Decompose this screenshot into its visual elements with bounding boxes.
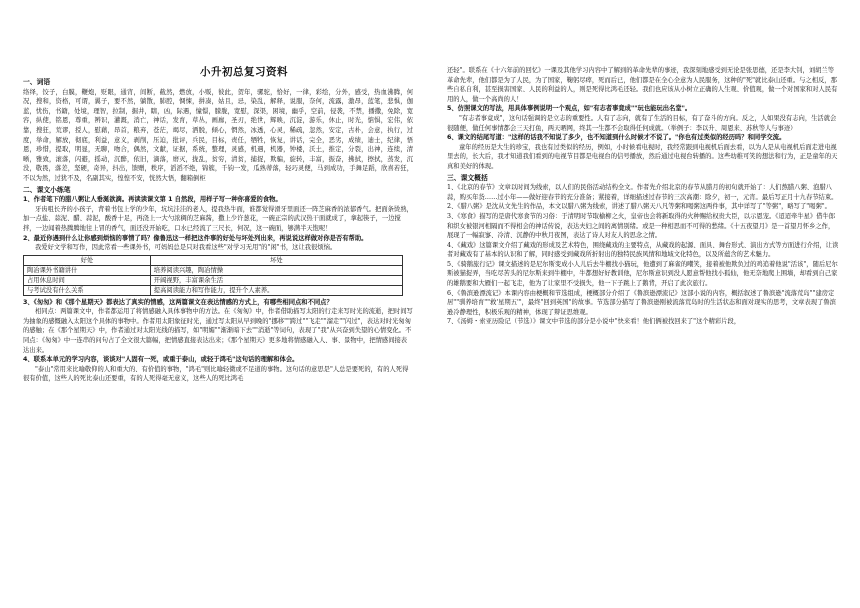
question-5: 5、仿照课文的写法，用具体事例说明一个观点，如"有志者事竟成""玩也能玩出名堂"。 — [447, 105, 692, 113]
question-1: 1、作者笔下的腊八粥让人垂涎欲滴。再读读课文第 1 自然段，用样子写一种你喜爱的食物。 — [23, 196, 282, 204]
pros-cons-table — [23, 255, 403, 296]
answer-5: "有志者事竟成"，这句话强调的是立志的重要性。人有了志向，就有了生活的目标，有了奋斗的方向。反之，人如果没有志向，生活就会很随便，做任何事情都会三天打鱼，两天晒网，终其一生都不会取得任何成就。（举例子：李以升、周恩来、苏秋等人与事迹） — [447, 114, 837, 132]
table-cell: 占用休息时间 — [24, 275, 151, 285]
page-title: 小升初总复习资料 — [200, 66, 288, 78]
summary-4: 4、《藏戏》这篇课文介绍了藏戏的形成及艺术特色，围绕藏戏的主要特点，从藏戏的起源、面具、舞台形式、演出方式等方面进行介绍，让读者对藏戏有了基本的认识和了解，同时感受到藏戏所折射出的独特民族风情和地域文化特色，以及所蕴含的艺术魅力。 — [447, 241, 839, 259]
table-row — [24, 285, 403, 295]
table-row — [24, 275, 403, 285]
right-column — [447, 66, 839, 327]
title-spacer — [23, 64, 413, 76]
question-6: 6、课文的结尾写道："这样的话我不知说了多少，也不知道到什么时候才不说了。"你也有过类似的经历吗？和同学交流。 — [447, 134, 786, 142]
answer-6: 童年的经历是大生的珍宝，我也有过类似的经历，例如，小时候看电视时，我经常跟到电视机后面去看，以为人是从电视机后面走进电视里去的，长大后，我才知道我们看到的电视节目都是电视台的信号播放，然后通过电视台转播的。这些幼稚可笑的想法和行为，正是童年的天真和美好的体现。 — [447, 143, 838, 170]
answer-4-continued: 还轻"。联系在《十六年前的回忆》一课及其他学习内容中了解到的革命先辈的事迹，我深刻地感受到无论是张思德，还是李大钊，刘胡兰等革命先辈，他们都是为了人民，为了国家，鞠躬尽瘁，死而后已，他们都是在全心全意为人民服务，这种的"死"就比泰山还重。与之相反，那些自私自利，甚至损害国家、人民的利益的人，则是死得比鸿毛还轻。我们也应该从小树立正确的人生观、价值观，做一个对国家和对人民有用的人，做一个高尚的人！ — [447, 67, 838, 103]
table-row — [24, 265, 403, 275]
answer-1: 牙齿咀长齐的小孩子，背着书包上学的少年，坑坑洼洼的老人，提我热牛面，谁都觉得滑牙里面还一阵芝麻香的浓郁香气。把面条烫熟，加一点盐、蒜泥、醋、蒜泥，酸香十足，再浇上一大勺浓稠的芝麻酱，撒上少许葱花，一碗正宗的武汉热干面就成了，拿起筷子，一边搅拌，一边闻着热腾腾地往上冒的香气，面还没开始吃，口水已经流了三尺长，何况，这一碗面，够满半天饱呢！ — [23, 205, 413, 232]
summary-6: 6、《鲁滨逊漂流记》本课内容由梗概和节选组成，梗概部分介绍了《鲁滨逊漂流记》这部小说的内容，概括叙述了鲁滨逊"流落荒岛""建房定居""驯养培育""救'星期五'"，最终"回到英国"的故事。节选部分描写了鲁滨逊刚被流落荒岛时的生活状态和面对现实的思考，文章表现了鲁滨逊冷静理性，积极乐观的精神，体现了辩证思维观。 — [447, 289, 836, 316]
table-header-row — [24, 255, 403, 265]
table-cell: 提高阅读能力和写作能力，提升个人素养。 — [150, 285, 402, 295]
summary-2: 2、《腊八粥》是沈从文先生的作品，本文以腊八粥为线索，讲述了腊八粥天八凡等粥和喝粥这两件事，其中详写了"等粥"，略写了"喝粥"。 — [447, 203, 831, 211]
summary-1: 1、《北京的春节》文章以时间为线索，以人们的民俗活动结构全文。作者先介绍北京的春节从腊月的初旬就开始了：人们熬腊八粥、泡腊八蒜，购买年货……过小年——做好迎春节的充分准备；紧接着，详细描述过春节的三次高潮：除夕，初一，元宵。最后写正月十九春节结束。 — [447, 184, 838, 201]
summary-7: 7、《汤姆・索亚历险记（节选）》课文中节选的部分是小说中"快来看！他们俩被找回来了"这个精彩片段， — [447, 318, 741, 326]
vocabulary-list: 络绎，饺子，白膜，鞭炮，贬眼，通宵，间断，截然，燃放，小贩，彼此，贺年，骡驼，恰好，一律，彩绘，分外，感受，热血沸腾，何况，搜和，资格，可谓，翼子，要不然，躺散，肺腔，惆悚，拼凑，姑且，忌，染乱，解释，说服，奈何，流露，激昂，蓝笔，悲惧，伽蓝，忧伤，书籍，处境，理智，拉制，掘井，瞎，凶，际遇，憧憬，朦胧，宽慰，深渠，困境，幽乎，空前，侵袭，不禁，播撒，免除，宽容，纵使，铭恩，尊重，辨识，灌溉，消亡，神话，发育，草丛，画廊，圣刃，绝世，辉映，沉淀，游乐，休止，时光，惦惧，宏伟，依靠，搜狂，荒谬，授人，慰藉，昂首，粮弃，苍茫，竭尽，洒脱，倾心，惘然，冰透，心灵，稀疏，忽然，安定，古朴，会意，执行，过度，举命，解放，彻底，利益，意义，剥削，压迫，批评，兵民，目标，责任，牺牲，恢复，讲话，完全，恶劣，成绩，迪士，纪律，悟恩，珍惜，提取，明显，无聊，吻合，偶然，文献，证据，系统，整理，灵感，机遇，机器，钟楼，沃土，推定，分裂，出神，连续，清晰，雅致，滚落，闪避，摇动，沉醉，依旧，滴落，磨灭，拢乱，贫穷，清贫，捕捉，欺骗，旋转，丰富，振奋，拂拭，擦拭，蒸发，沉没，敬畏，落差，坚硬，奇异，抖出，馈赠，秩序，滔滔不绝，锦簇，千钧一发，瓜熟蒂落，轻巧灵便，马到成功，手舞足蹈，欣喜若狂，不以为然，过犹不及，名副其实，惶惶不安，恍然大悟，翻箱倒柜 — [23, 88, 413, 182]
section-heading-writing: 二、课文小练笔 — [23, 185, 71, 194]
question-4: 4、联系本单元的学习内容，谈谈对"人固有一死，或重于泰山，或轻于鸿毛"这句话的理解和体会。 — [23, 356, 299, 364]
answer-3: 相同点：两篇课文中，作者都运用了将情感融入具体事物中的方法。在《匆匆》中，作者借助描写太阳的行走来写时光的流逝，把时间写为抽象的感慨融入太阳这个具体的事物中。作者用太阳象征时光，通过写太阳从早到晚的"挪移""跨过""飞走""溜走""闪过"，表达对时光匆匆的感触；在《那个星期天》中，作者通过对太阳光线的描写，如"明媚""渐渐暗下去""消逝"等词句，表现了"我"从兴奋到失望的心情变化。不同点：《匆匆》中一连串的问句占了全文很大篇幅，把情感直接表达出来；《那个星期天》更多地将情感融入人、事、景物中，把情感间接表达出来。 — [23, 308, 413, 354]
table-header-cell: 坏处 — [150, 255, 402, 265]
section-heading-vocabulary: 一、词语 — [23, 78, 51, 86]
left-column — [23, 64, 413, 384]
table-header-cell: 好处 — [24, 255, 151, 265]
section-heading-summary: 三、课文概括 — [447, 173, 488, 182]
question-2: 2、最近你遇到什么让你感到烦恼的事情了吗？像鲁迅这一样把这件事的好处与坏处列出来，再说说这样做对你是否有帮助。 — [23, 234, 368, 242]
answer-4: "泰山"常用来比喻敬仰的人和重大的、有价值的事物，"鸿毛"则比喻轻微或不足道的事物。这句话的意思是"人总是要死的，有的人死得很有价值，这些人的死比泰山还要重，有的人死得毫无意义，这些人的死比鸿毛 — [23, 365, 409, 383]
question-3: 3、《匆匆》和《那个星期天》都表达了真实的情感，这两篇课文在表达情感的方式上，有哪些相同点和不同点？ — [23, 298, 333, 306]
table-cell: 开阔视野，丰富课余生活 — [150, 275, 402, 285]
table-cell: 陶冶课外书籍讲什 — [24, 265, 151, 275]
table-cell: 与考试没有什么关系 — [24, 285, 151, 295]
answer-2: 我爱好文学和写作，因此常看一些课外书，可妈妈总是只对我看这些"对学习无用"的"闲"书，这让我很烦恼。 — [35, 244, 337, 252]
summary-3: 3、《寒食》描写的是唐代寒食节的习俗：于清明时节取榆柳之火，皇帝也会将新取得的火种赐给权贵大臣，以示恩宠。《迢迢牵牛星》借牛郎和织女被银河相隔而不得相会的神话传说，表达夫妇之间的离情别绪。或是一种相思而不可得的愁绪。《十五夜望月》是一首望月怀乡之作，展现了一幅寂寥、冷清、沉静的中秋月夜图，表达了诗人对友人的思念之情。 — [447, 212, 836, 240]
summary-5: 5、《骑鹅旅行记》课文描述的是尼尔斯变成小人儿后去牛棚找小猫玩，他遭到了麻雀的嘲笑，接着被他欺负过的鸡追着他说"活该"，随后尼尔斯被猫捉弄，当吃尽苦头的尼尔斯来到牛棚中，牛都想好好教训他，尼尔斯意识到没人愿意帮他找小狐仙，他无奈地爬上围墙，却看到自己家的雄鹅要和大雁们一起飞走，他为了让家里不受损失，他一下子跳上了鹅背，开启了此次旅行。 — [447, 260, 838, 288]
table-cell: 培养阅读兴趣，陶冶情操 — [150, 265, 402, 275]
